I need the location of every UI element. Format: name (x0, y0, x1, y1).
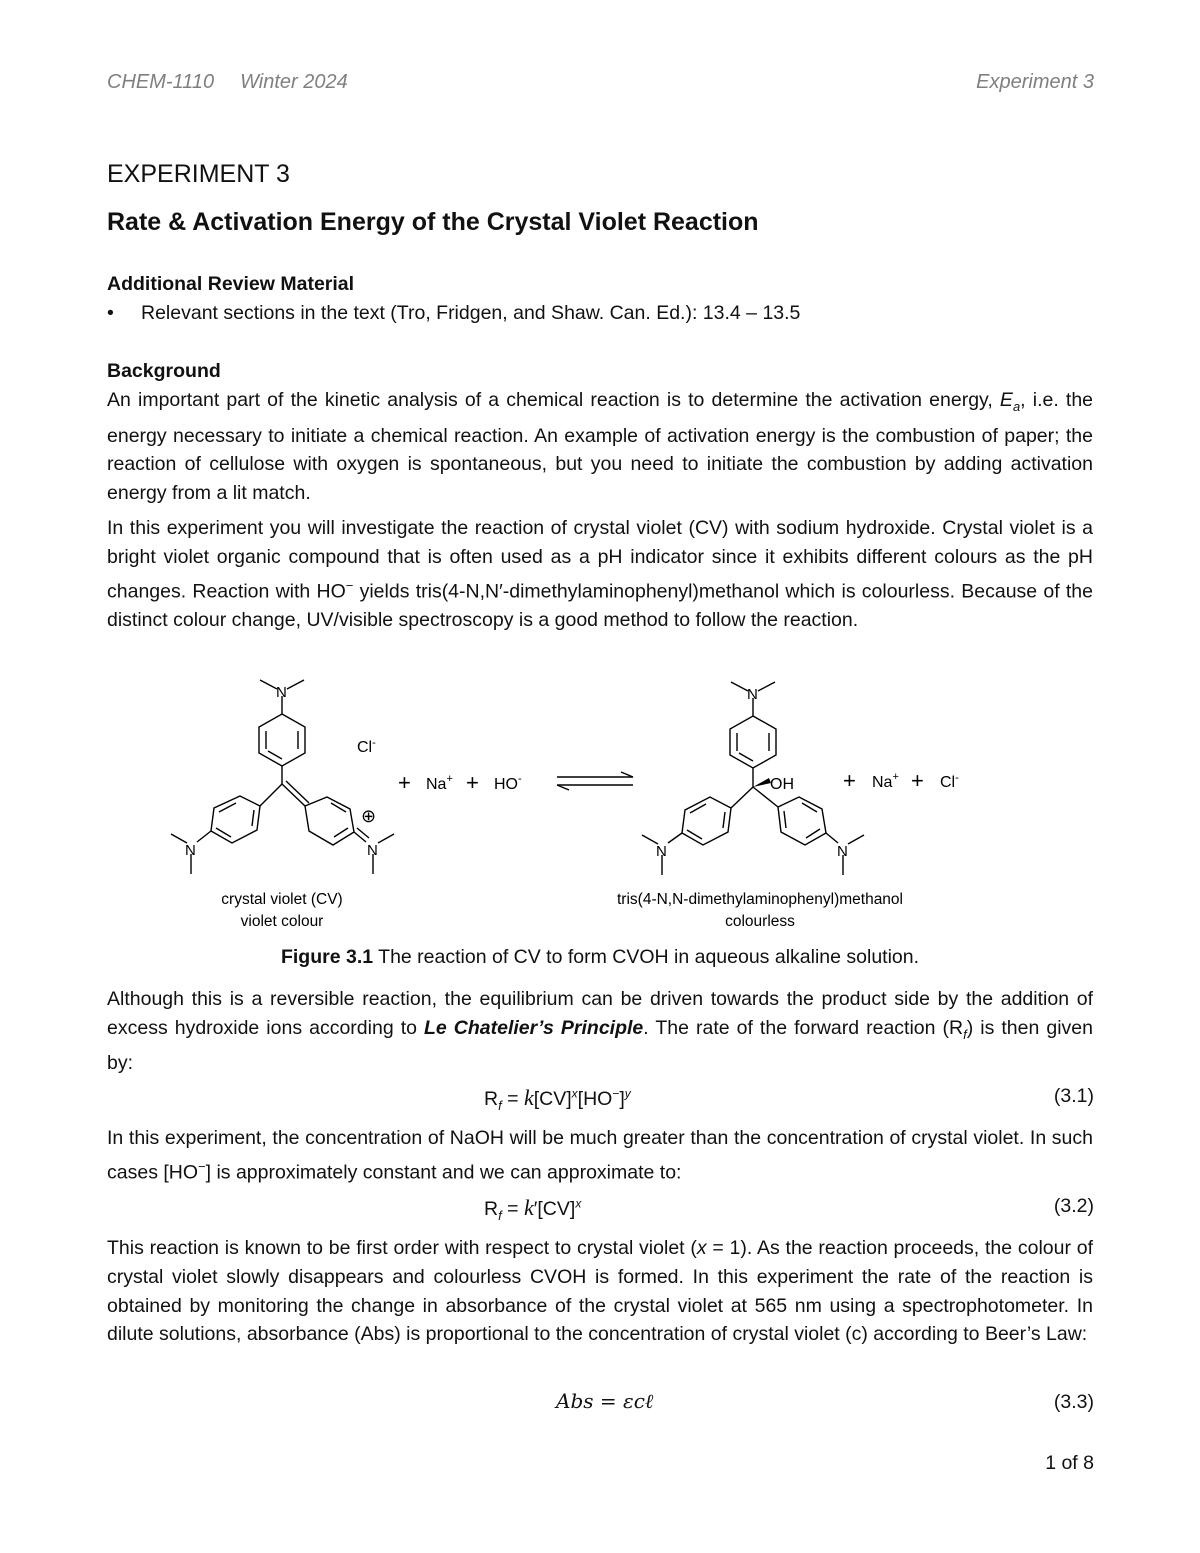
header-course: CHEM-1110 (107, 71, 215, 93)
atom-n-left: N (185, 842, 196, 859)
review-heading: Additional Review Material (107, 273, 355, 295)
equation-3-2: $R_f = k'[CV]^x$ (484, 1195, 582, 1223)
experiment-number: EXPERIMENT 3 (107, 160, 290, 188)
p1-text-b: , i.e. the energy necessary to initiate a chemical reaction. An example of activation energy is the combustion of paper; the reaction of cellulose with oxygen is spontaneous, but you need to initiate the combustion by adding activation energy from a lit match. (107, 389, 1094, 505)
positive-charge-icon: ⊕ (361, 806, 377, 826)
hydroxide-label: HO- (494, 773, 522, 793)
plus-sign-2: + (466, 770, 479, 795)
product-name-label: tris(4-N,N-dimethylaminophenyl)methanol (617, 891, 903, 908)
plus-sign-1: + (398, 770, 411, 795)
equation-number-3-1: (3.1) (1053, 1085, 1094, 1107)
review-item-text: Relevant sections in the text (Tro, Fridgen, and Shaw. Can. Ed.): 13.4 – 13.5 (141, 302, 801, 324)
sodium-label-product: Na+ (872, 771, 899, 791)
equation-number-3-2: (3.2) (1053, 1195, 1094, 1217)
bullet-icon: • (107, 302, 114, 324)
review-bullet-item (107, 302, 800, 325)
equation-3-1: $R_f = k[CV]^x[HO^-]^y$ (484, 1085, 631, 1113)
wedge-bond-icon (753, 778, 771, 787)
chloride-label-product: Cl- (940, 772, 959, 791)
p2-minus: − (345, 577, 354, 593)
p1-text-a: An important part of the kinetic analysis of a chemical reaction is to determine the activation energy, (107, 389, 1000, 411)
sodium-label: Na+ (426, 773, 453, 793)
le-chatelier-emphasis: Le Chatelier’s Principle (424, 1016, 644, 1039)
header-left (107, 71, 348, 94)
plus-sign-3: + (843, 768, 856, 793)
reaction-figure (0, 665, 1200, 940)
atom-n-left-product: N (656, 843, 667, 860)
page-title: Rate & Activation Energy of the Crystal Violet Reaction (107, 208, 759, 236)
equation-3-3: Abs = εcℓ (556, 1389, 654, 1413)
paragraph-concentration: In this experiment, the concentration of NaOH will be much greater than the concentration of crystal violet. In such cases [HO−] is approximately constant and we can approximate to: (107, 1127, 1093, 1184)
page-number: 1 of 8 (1045, 1452, 1094, 1474)
background-paragraph-1 (107, 386, 1093, 508)
atom-n-right: N (367, 842, 378, 859)
chloride-label: Cl- (357, 737, 376, 756)
header-experiment: Experiment 3 (976, 71, 1094, 93)
cv-name-label: crystal violet (CV) (221, 891, 343, 908)
product-colour-label: colourless (725, 913, 795, 930)
cv-colour-label: violet colour (240, 913, 324, 930)
ea-symbol: $E_a$ (999, 389, 1021, 414)
header-term: Winter 2024 (240, 71, 348, 93)
paragraph-equilibrium: Although this is a reversible reaction, the equilibrium can be driven towards the product side by the addition of excess hydroxide ions according to Le Chatelier’s Principle. The rate of the forward reaction $(R_f)$ is then given by: (107, 988, 1093, 1075)
p2-text-b: yields tris(4-N,N′-dimethylaminophenyl)methanol which is colourless. Because of the distinct colour change, UV/visible spectroscopy is a good method to follow the reaction. (107, 580, 1093, 631)
atom-n-top-product: N (747, 686, 758, 703)
plus-sign-4: + (911, 768, 924, 793)
atom-n-right-product: N (837, 843, 848, 860)
background-heading: Background (107, 360, 221, 382)
figure-caption (0, 946, 1200, 969)
p2-text-a: In this experiment you will investigate the reaction of crystal violet (CV) with sodium hydroxide. Crystal violet is a bright violet organic compound that is often used as a pH indicator since it exhibits different colours as the pH changes. Reaction with HO (107, 517, 1093, 603)
equation-number-3-3: (3.3) (1053, 1391, 1094, 1413)
caption-text: The reaction of CV to form CVOH in aqueous alkaline solution. (373, 946, 920, 968)
caption-label: Figure 3.1 (280, 946, 374, 968)
paragraph-first-order: This reaction is known to be first order with respect to crystal violet (x = 1). As the reaction proceeds, the colour of crystal violet slowly disappears and colourless CVOH is formed. In this experiment the rate of the reaction is obtained by monitoring the change in absorbance of the crystal violet at 565 nm using a spectrophotometer. In dilute solutions, absorbance (Abs) is proportional to the concentration of crystal violet (c) according to Beer’s Law: (107, 1237, 1093, 1346)
background-paragraph-2 (107, 514, 1093, 635)
atom-n-top: N (276, 684, 287, 701)
hydroxyl-label: OH (770, 776, 794, 793)
